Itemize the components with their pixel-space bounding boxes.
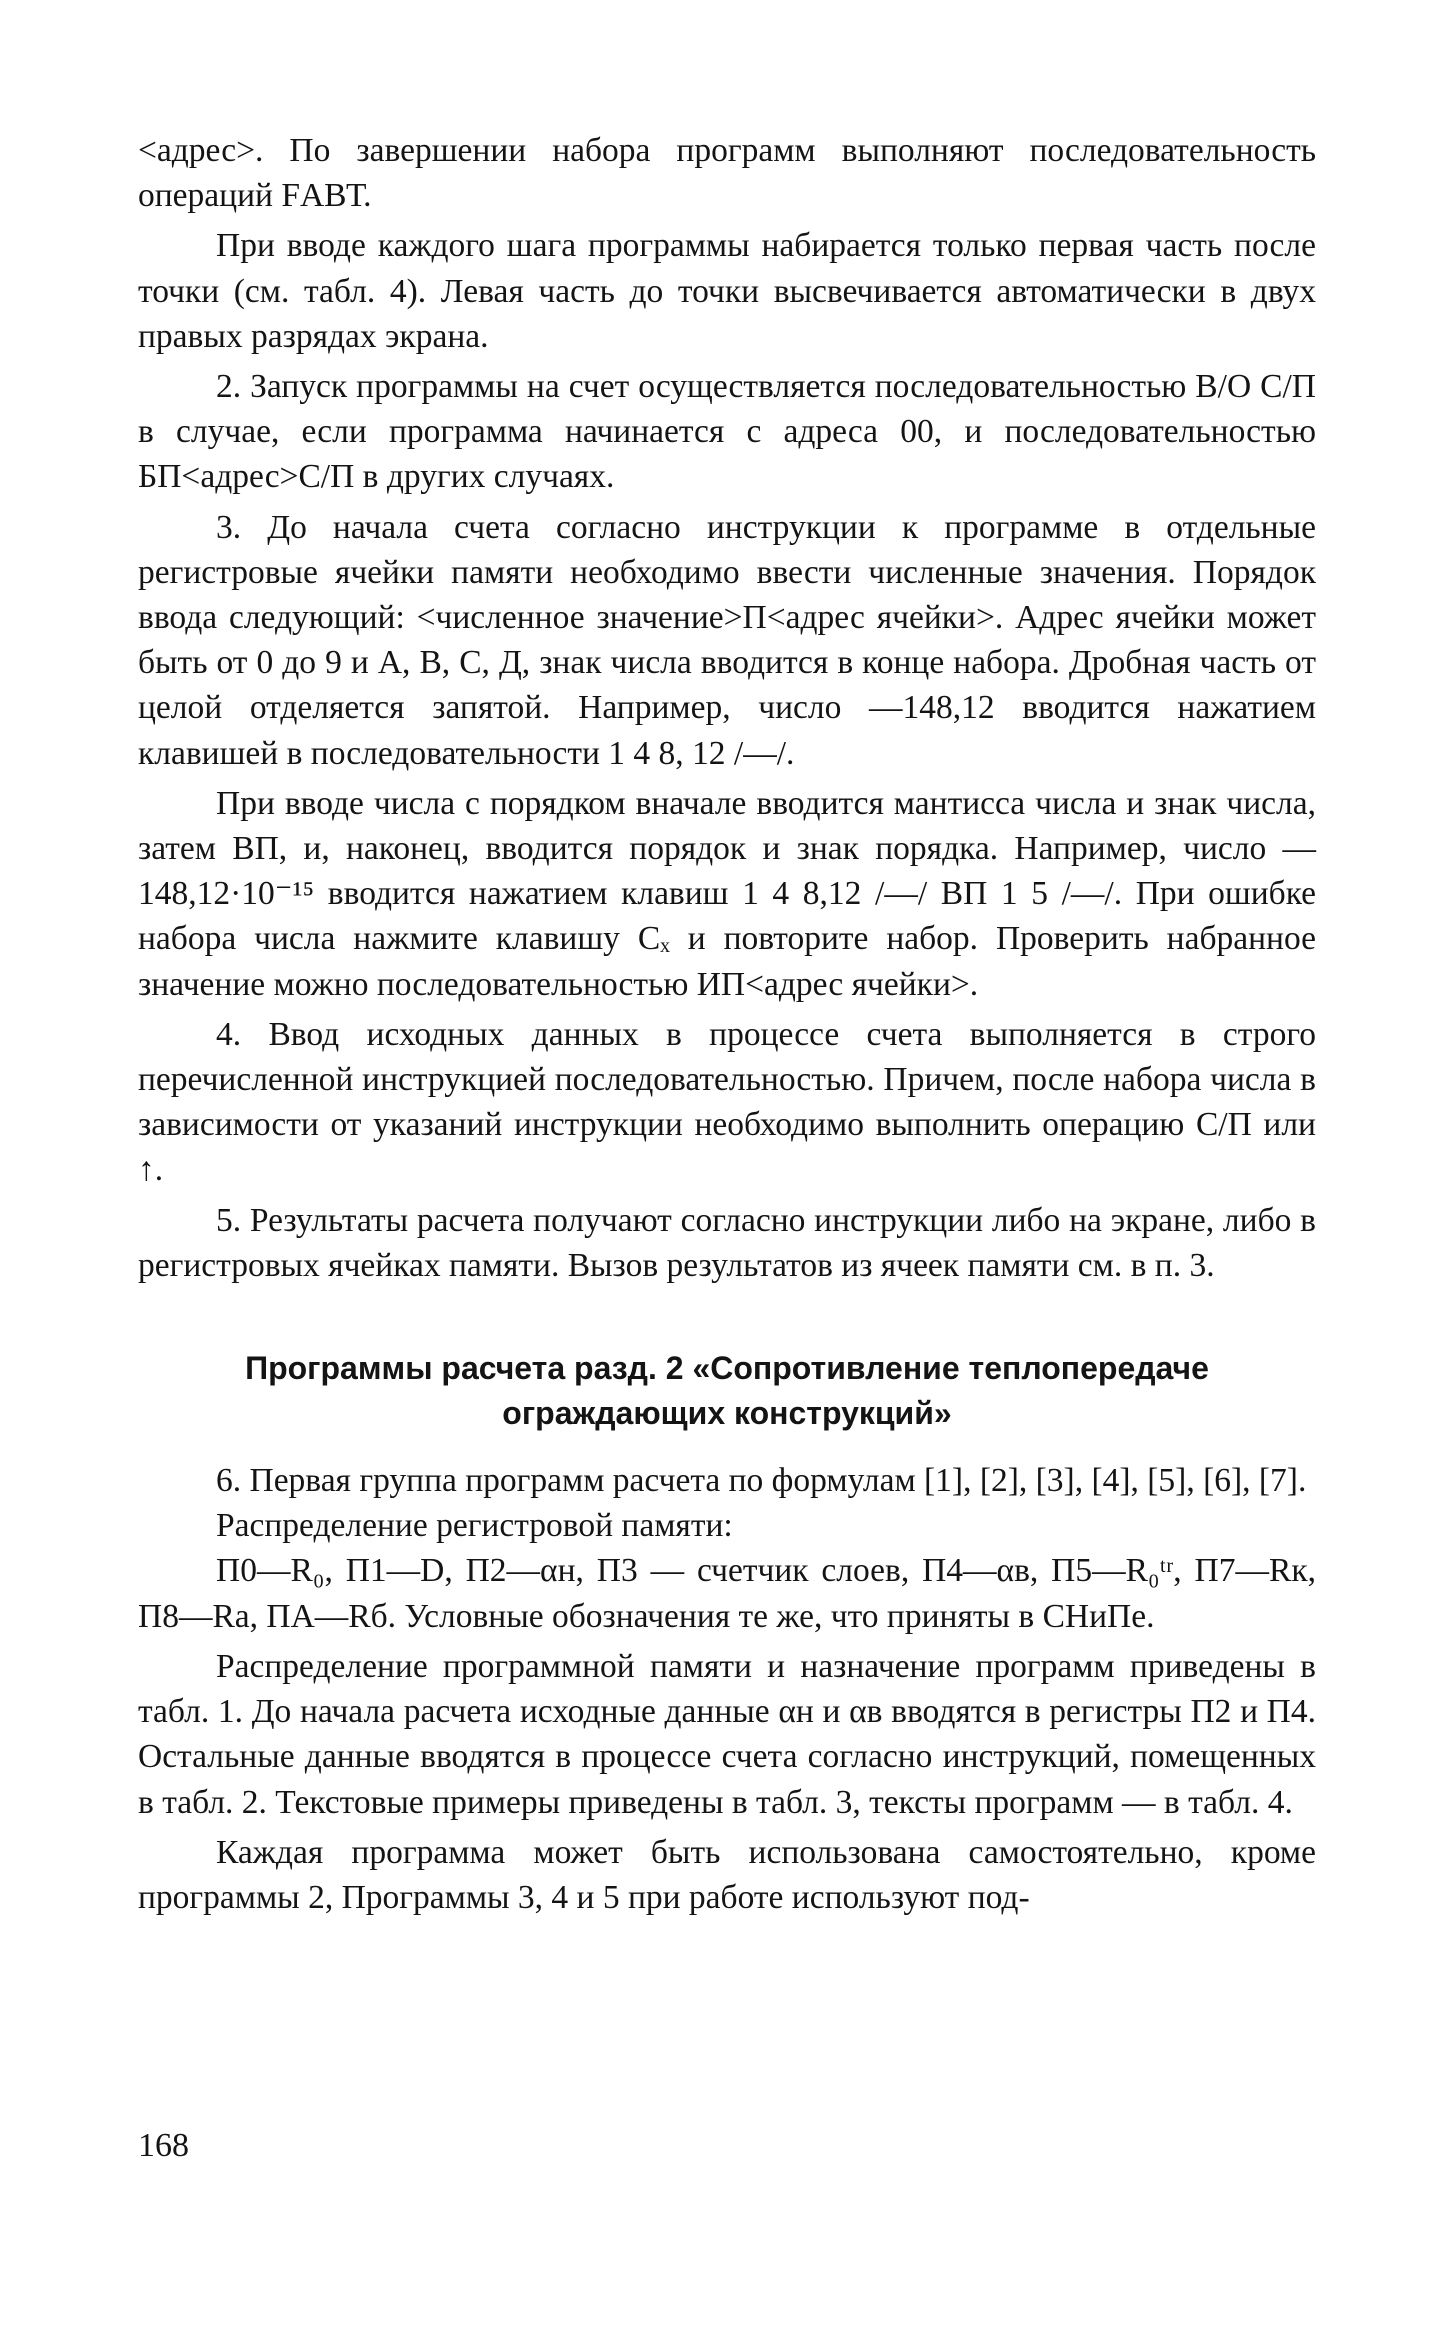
paragraph: 2. Запуск программы на счет осуществляется последовательностью В/О С/П в случае, если программа начинается с адреса 00, и последовательностью БП<адрес>С/П в других случаях. (138, 368, 1316, 496)
paragraph-continuation: <адрес>. По завершении набора программ выполняют последовательность операций FАВТ. (138, 132, 1316, 215)
paragraph: 3. До начала счета согласно инструкции к программе в отдельные регистровые ячейки памяти необходимо ввести численные значения. Порядок ввода следующий: <численное значение>П<адрес ячейки>. Адрес ячейки может быть от 0 до 9 и А, В, С, Д, знак числа вводится в конце набора. Дробная часть от целой отделяется запятой. Например, число —148,12 вводится нажатием клавишей в последовательности 1 4 8, 12 /—/. (138, 508, 1316, 772)
paragraph: 4. Ввод исходных данных в процессе счета выполняется в строго перечисленной инструкцией последовательностью. Причем, после набора числа в зависимости от указаний инструкции необходимо выполнить операцию С/П или ↑. (138, 1015, 1316, 1189)
paragraph: П0—R₀, П1—D, П2—αн, П3 — счетчик слоев, П4—αв, П5—R₀ᵗʳ, П7—Rк, П8—Rа, ПА—Rб. Условные обозначения те же, что приняты в СНиПе. (138, 1552, 1316, 1635)
paragraph: Распределение программной памяти и назначение программ приведены в табл. 1. До начала расчета исходные данные αн и αв вводятся в регистры П2 и П4. Остальные данные вводятся в процессе счета согласно инструкций, помещенных в табл. 2. Текстовые примеры приведены в табл. 3, тексты программ — в табл. 4. (138, 1647, 1316, 1821)
page-text (138, 128, 1316, 1920)
page-number: 168 (138, 2127, 189, 2164)
paragraph: 6. Первая группа программ расчета по формулам [1], [2], [3], [4], [5], [6], [7]. (216, 1462, 1307, 1500)
paragraph: При вводе числа с порядком вначале вводится мантисса числа и знак числа, затем ВП, и, наконец, вводится порядок и знак порядка. Например, число —148,12·10⁻¹⁵ вводится нажатием клавиш 1 4 8,12 /—/ ВП 1 5 /—/. При ошибке набора числа нажмите клавишу Cₓ и повторите набор. Проверить набранное значение можно последовательностью ИП<адрес ячейки>. (138, 784, 1316, 1003)
paragraph: Каждая программа может быть использована самостоятельно, кроме программы 2, Программы 3, 4 и 5 при работе используют под- (138, 1833, 1316, 1916)
paragraph: При вводе каждого шага программы набирается только первая часть после точки (см. табл. 4). Левая часть до точки высвечивается автоматически в двух правых разрядах экрана. (138, 227, 1316, 355)
paragraph: Распределение регистровой памяти: (216, 1507, 733, 1545)
paragraph: 5. Результаты расчета получают согласно инструкции либо на экране, либо в регистровых ячейках памяти. Вызов результатов из ячеек памяти см. в п. 3. (138, 1201, 1316, 1284)
section-heading: Программы расчета разд. 2 «Сопротивление теплопередаче ограждающих конструкций» (245, 1350, 1209, 1432)
